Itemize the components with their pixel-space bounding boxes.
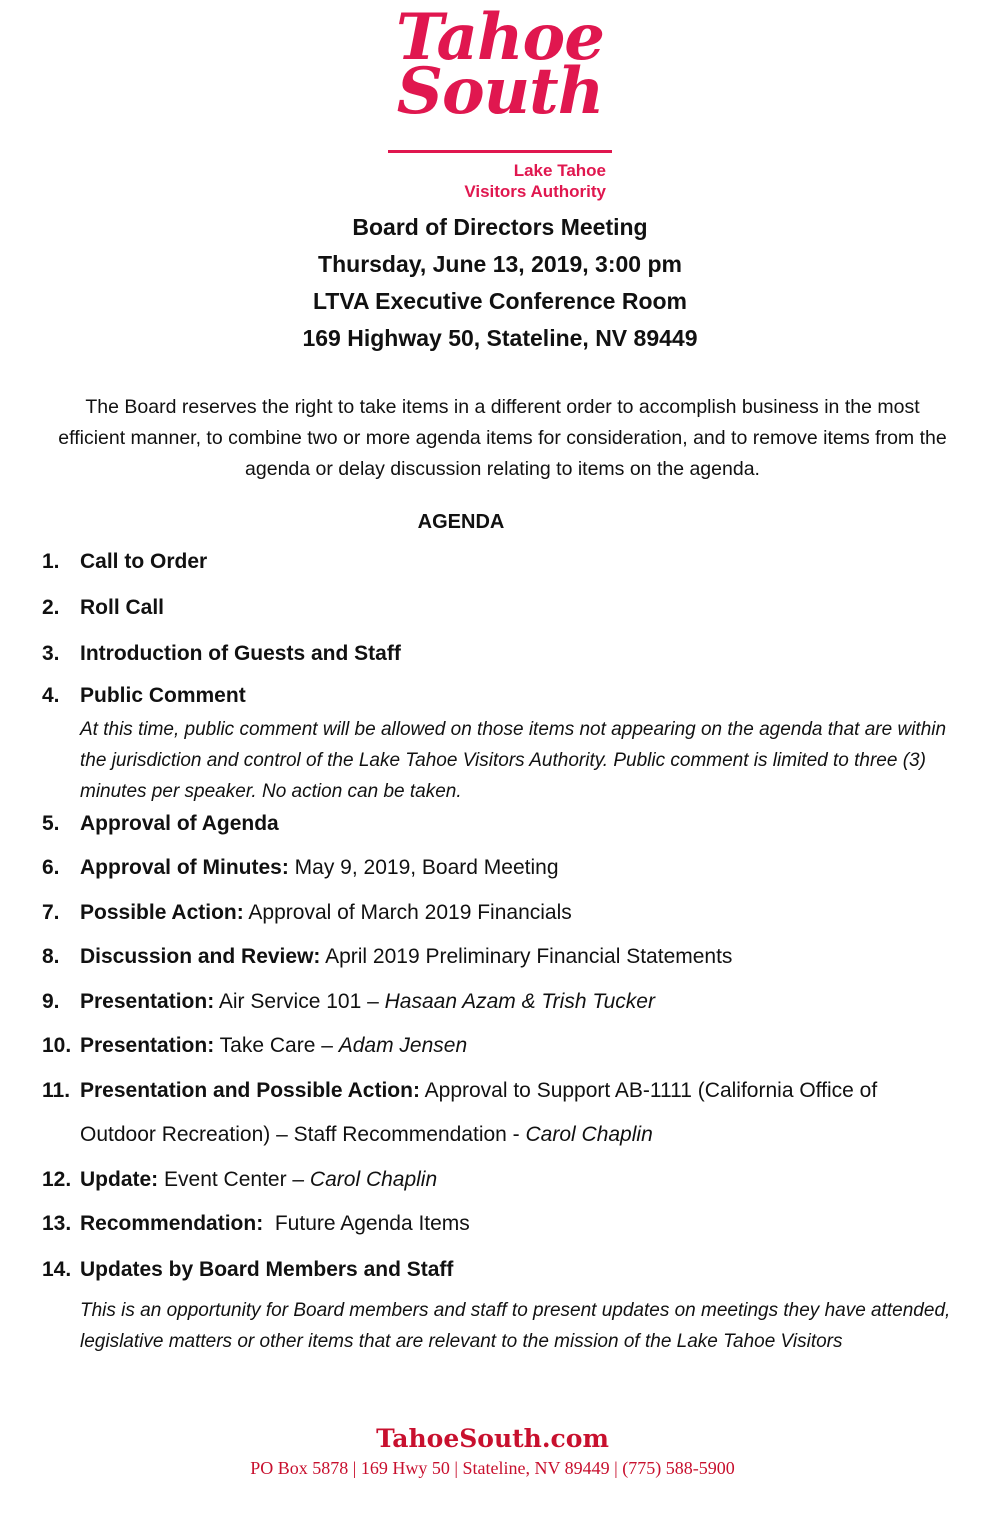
agenda-heading: AGENDA: [417, 511, 505, 533]
footer-website[interactable]: TahoeSouth.com: [376, 1424, 609, 1453]
logo-subtitle-line2: Visitors Authority: [464, 182, 606, 201]
meeting-datetime: Thursday, June 13, 2019, 3:00 pm: [318, 251, 682, 277]
item-label: Possible Action:: [80, 901, 244, 924]
item-number: 1.: [42, 550, 60, 573]
logo-wordmark-south: South: [396, 54, 604, 129]
item-number: 2.: [42, 596, 60, 619]
item-number: 13.: [42, 1212, 72, 1235]
item-text: Event Center –: [158, 1168, 310, 1191]
item-number: 14.: [42, 1258, 72, 1281]
item-presenter: Carol Chaplin: [309, 1168, 438, 1191]
public-comment-note: At this time, public comment will be allowed on those items not appearing on the agenda that are within the jurisdiction and control of the Lake Tahoe Visitors Authority. Public comment is limited to three (3) minutes per speaker. No action can be taken.: [80, 719, 947, 802]
meeting-title: Board of Directors Meeting: [352, 214, 648, 240]
agenda-item-1: [42, 547, 972, 577]
item-label: Call to Order: [80, 550, 208, 573]
logo-wordmark-tahoe: Tahoe: [396, 0, 604, 75]
item-number: 7.: [42, 901, 60, 924]
meeting-room: LTVA Executive Conference Room: [312, 288, 688, 314]
item-text: April 2019 Preliminary Financial Statements: [320, 945, 733, 968]
agenda-item-11: [42, 1076, 972, 1106]
agenda-item-13: [42, 1209, 972, 1239]
item-label: Recommendation:: [80, 1212, 264, 1235]
item-number: 3.: [42, 642, 60, 665]
agenda-item-12: [42, 1165, 972, 1195]
agenda-item-6: [42, 853, 972, 883]
item-text: Air Service 101 –: [214, 990, 385, 1013]
agenda-item-8: [42, 942, 972, 972]
item-number: 9.: [42, 990, 60, 1013]
logo-subtitle-line1: Lake Tahoe: [513, 161, 606, 180]
logo: [380, 0, 620, 210]
item-label: Presentation:: [80, 1034, 215, 1057]
item-label: Roll Call: [80, 596, 165, 619]
item-number: 10.: [42, 1034, 72, 1057]
agenda-item-11-continued: [80, 1120, 653, 1150]
item-number: 5.: [42, 812, 60, 835]
footer-contact: PO Box 5878 | 169 Hwy 50 | Stateline, NV 89449 | (775) 588-5900: [250, 1458, 735, 1478]
agenda-item-5: [42, 809, 972, 839]
item-label: Introduction of Guests and Staff: [80, 642, 401, 665]
item-number: 12.: [42, 1168, 72, 1191]
agenda-item-4: [42, 681, 972, 711]
item-text: Approval of March 2019 Financials: [243, 901, 572, 924]
item-number: 8.: [42, 945, 60, 968]
item-presenter: Carol Chaplin: [525, 1123, 653, 1146]
item-presenter: Adam Jensen: [338, 1034, 468, 1057]
intro-paragraph: The Board reserves the right to take items in a different order to accomplish business in the most efficient manner, to combine two or more agenda items for consideration, and to remove items from the agenda or delay discussion relating to items on the agenda.: [58, 396, 947, 480]
item-label: Approval of Minutes:: [80, 856, 289, 879]
item-text: May 9, 2019, Board Meeting: [288, 856, 559, 879]
item-label: Presentation:: [80, 990, 215, 1013]
agenda-item-10: [42, 1031, 972, 1061]
item-text-continued: Outdoor Recreation) – Staff Recommendation -: [80, 1123, 526, 1146]
board-updates-note: This is an opportunity for Board members and staff to present updates on meetings they have attended, legislative matters or other items that are relevant to the mission of the Lake Tahoe Visitors: [80, 1300, 951, 1352]
agenda-item-3: [42, 639, 972, 669]
item-number: 6.: [42, 856, 60, 879]
agenda-item-14: [42, 1255, 972, 1285]
agenda-item-9: [42, 987, 972, 1017]
item-number: 4.: [42, 684, 60, 707]
agenda-item-7: [42, 898, 972, 928]
item-text: Future Agenda Items: [263, 1212, 470, 1235]
agenda-item-2: [42, 593, 972, 623]
meeting-address: 169 Highway 50, Stateline, NV 89449: [302, 325, 698, 351]
item-text: Approval to Support AB-1111 (California Office of: [419, 1079, 878, 1102]
item-label: Presentation and Possible Action:: [80, 1079, 420, 1102]
item-label: Discussion and Review:: [80, 945, 321, 968]
logo-divider: [388, 150, 612, 153]
item-label: Update:: [80, 1168, 159, 1191]
item-number: 11.: [42, 1079, 71, 1102]
item-text: Take Care –: [214, 1034, 339, 1057]
item-label: Approval of Agenda: [80, 812, 279, 835]
item-label: Public Comment: [80, 684, 246, 707]
item-presenter: Hasaan Azam & Trish Tucker: [384, 990, 655, 1013]
item-label: Updates by Board Members and Staff: [80, 1258, 454, 1281]
